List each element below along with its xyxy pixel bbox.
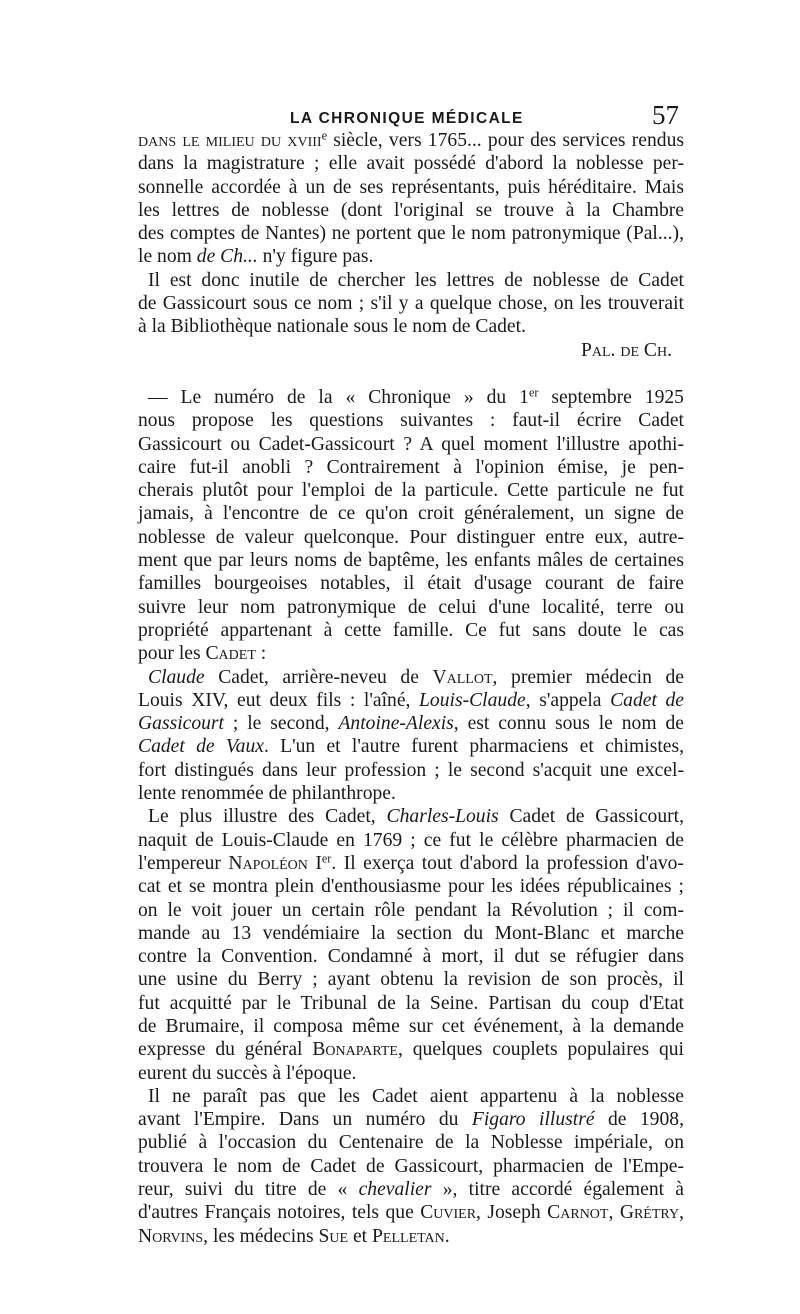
text-line: Il est donc inutile de chercher les lettres de noblesse de Cadet xyxy=(148,269,684,291)
text-line: mande au 13 vendémiaire la section du Mont-Blanc et marche xyxy=(138,922,684,944)
text-line: de Brumaire, il composa même sur cet événement, à la demande xyxy=(138,1015,684,1037)
signature: Pal. de Ch. xyxy=(581,339,672,361)
running-title: LA CHRONIQUE MÉDICALE xyxy=(290,110,524,127)
text-line: noblesse de valeur quelconque. Pour distinguer entre eux, autre- xyxy=(138,526,684,548)
text-line: l'empereur Napoléon Ier. Il exerça tout d'abord la profession d'avo- xyxy=(138,851,684,874)
paragraph-4 xyxy=(138,666,684,806)
text-line: propriété appartenant à cette famille. Ce fut sans doute le cas xyxy=(138,619,684,641)
text-line: cat et se montra plein d'enthousiasme pour les idées républicaines ; xyxy=(138,876,684,898)
paragraph-5 xyxy=(138,805,684,1085)
text-line: Gassicourt ; le second, Antoine-Alexis, est connu sous le nom de xyxy=(138,713,684,735)
text-line: dans le milieu du xviii$^e$ siècle, vers 1765... pour des services rendus xyxy=(138,128,684,151)
text-line: jamais, à l'encontre de ce qu'on croit généralement, un signe de xyxy=(138,503,684,525)
text-line: on le voit jouer un certain rôle pendant la Révolution ; il com- xyxy=(138,899,684,921)
text-line: dans la magistrature ; elle avait possédé d'abord la noblesse per- xyxy=(138,153,684,175)
text-line: — Le numéro de la « Chronique » du 1er septembre 1925 xyxy=(148,385,684,408)
text-line: à la Bibliothèque nationale sous le nom de Cadet. xyxy=(138,316,526,338)
text-line: Gassicourt ou Cadet-Gassicourt ? A quel moment l'illustre apothi- xyxy=(138,433,684,455)
text-line: naquit de Louis-Claude en 1769 ; ce fut le célèbre pharmacien de xyxy=(138,829,684,851)
text-line: fut acquitté par le Tribunal de la Seine. Partisan du coup d'Etat xyxy=(138,992,684,1014)
paragraph-2 xyxy=(138,269,684,339)
text-line: suivre leur nom patronymique de celui d'une localité, terre ou xyxy=(138,596,684,618)
text-line: des comptes de Nantes) ne portent que le nom patronymique (Pal...), xyxy=(138,223,684,245)
text-line: eurent du succès à l'époque. xyxy=(138,1062,357,1084)
text-line: publié à l'occasion du Centenaire de la Noblesse impériale, on xyxy=(138,1132,684,1154)
text-line: lente renommée de philanthrope. xyxy=(138,783,396,805)
text-line: le nom de Ch... n'y figure pas. xyxy=(138,246,374,268)
text-line: de Gassicourt sous ce nom ; s'il y a quelque chose, on les trouverait xyxy=(138,293,684,315)
text-line: Norvins, les médecins Sue et Pelletan. xyxy=(138,1225,450,1247)
text-line: d'autres Français notoires, tels que Cuvier, Joseph Carnot, Grétry, xyxy=(138,1202,684,1224)
text-line: Le plus illustre des Cadet, Charles-Louis Cadet de Gassicourt, xyxy=(148,806,684,828)
text-line: trouvera le nom de Cadet de Gassicourt, pharmacien de l'Empe- xyxy=(138,1155,684,1177)
text-line: nous propose les questions suivantes : faut-il écrire Cadet xyxy=(138,410,684,432)
text-line: reur, suivi du titre de « chevalier », titre accordé également à xyxy=(138,1179,684,1201)
text-line: contre la Convention. Condamné à mort, il dut se réfugier dans xyxy=(138,946,684,968)
text-line: une usine du Berry ; ayant obtenu la revision de son procès, il xyxy=(138,969,684,991)
text-line: fort distingués dans leur profession ; le second s'acquit une excel- xyxy=(138,759,684,781)
article-body xyxy=(138,129,684,1248)
text-line: Il ne paraît pas que les Cadet aient appartenu à la noblesse xyxy=(148,1085,684,1107)
text-line: Claude Cadet, arrière-neveu de Vallot, premier médecin de xyxy=(148,666,684,688)
text-line: caire fut-il anobli ? Contrairement à l'opinion émise, je pen- xyxy=(138,456,684,478)
text-line: sonnelle accordée à un de ses représentants, puis héréditaire. Mais xyxy=(138,176,684,198)
text-line: Cadet de Vaux. L'un et l'autre furent pharmaciens et chimistes, xyxy=(138,736,684,758)
text-line: ment que par leurs noms de baptême, les enfants mâles de certaines xyxy=(138,550,684,572)
paragraph-6 xyxy=(138,1085,684,1248)
text-line: Louis XIV, eut deux fils : l'aîné, Louis-Claude, s'appela Cadet de xyxy=(138,689,685,711)
text-line: familles bourgeoises notables, il était d'usage courant de faire xyxy=(138,573,684,595)
page-number: 57 xyxy=(652,100,679,130)
text-line: cherais plutôt pour l'emploi de la particule. Cette particule ne fut xyxy=(138,480,684,502)
text-line: expresse du général Bonaparte, quelques couplets populaires qui xyxy=(138,1039,684,1061)
text-line: pour les Cadet : xyxy=(138,643,267,665)
text-line: avant l'Empire. Dans un numéro du Figaro illustré de 1908, xyxy=(138,1109,684,1131)
paragraph-3 xyxy=(138,386,684,666)
paragraph-1 xyxy=(138,129,684,269)
text-line: les lettres de noblesse (dont l'original se trouve à la Chambre xyxy=(138,199,684,221)
